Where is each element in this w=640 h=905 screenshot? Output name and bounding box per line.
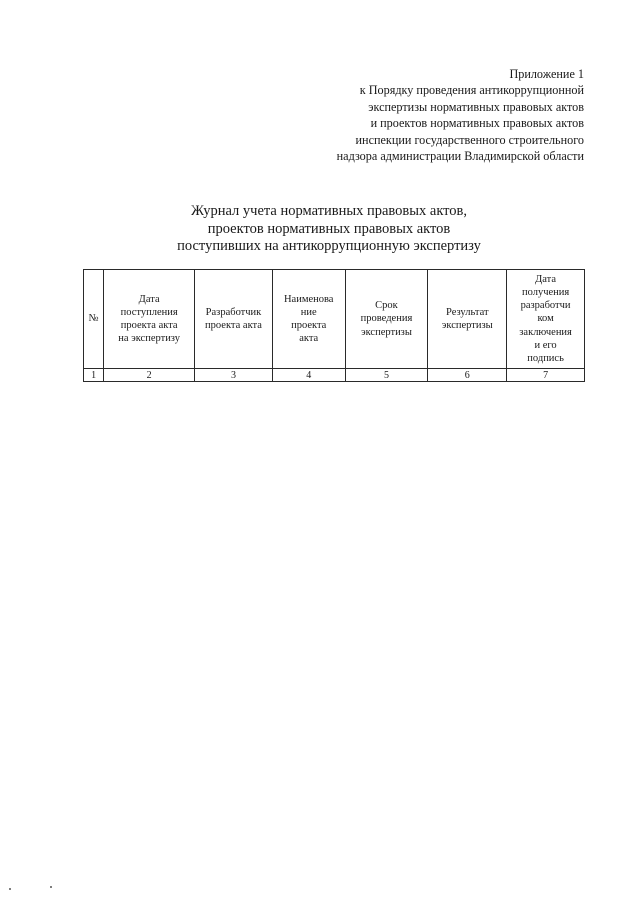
column-number-cell: 4: [272, 369, 345, 382]
column-header-line: Дата: [138, 293, 160, 305]
annex-line: Приложение 1: [509, 67, 584, 81]
annex-line: надзора администрации Владимирской области: [336, 149, 584, 164]
column-header-line: экспертизы: [441, 320, 493, 331]
column-header-line: Разработчик: [205, 306, 262, 318]
column-header-line: разработчи: [520, 300, 571, 312]
column-number-cell: 2: [104, 369, 195, 382]
column-number-cell: 7: [507, 369, 585, 382]
annex-line: инспекции государственного строительного: [355, 132, 584, 147]
column-header-line: проведения: [360, 313, 413, 325]
journal-title: [0, 203, 640, 256]
annex-line: к Порядку проведения антикоррупционной: [359, 83, 584, 98]
column-header-4: [272, 270, 345, 369]
column-header-line: заключения: [519, 326, 572, 338]
column-header-line: Дата: [535, 273, 557, 285]
column-header-3: [195, 270, 273, 369]
annex-line: экспертизы нормативных правовых актов: [368, 99, 584, 114]
column-header-line: проекта: [291, 320, 327, 331]
column-header-line: №: [88, 313, 99, 325]
column-header-line: ние: [300, 306, 317, 318]
column-header-line: акта: [299, 333, 319, 345]
scan-speck: [9, 888, 11, 890]
column-header-1: [84, 270, 104, 369]
column-header-line: и его: [534, 339, 557, 351]
journal-table: [83, 269, 585, 382]
column-header-line: на экспертизу: [118, 333, 180, 345]
column-header-line: поступления: [120, 306, 178, 318]
column-header-7: [507, 270, 585, 369]
column-header-line: получения: [521, 286, 570, 298]
title-line: проектов нормативных правовых актов: [207, 220, 451, 237]
column-number-cell: 3: [195, 369, 273, 382]
column-number-row: [84, 369, 585, 382]
scan-speck: [50, 886, 52, 888]
column-header-5: [345, 270, 428, 369]
column-header-2: [104, 270, 195, 369]
column-number-cell: 6: [428, 369, 507, 382]
column-header-line: экспертизы: [361, 326, 412, 338]
column-header-6: [428, 270, 507, 369]
column-header-line: Наименова: [283, 293, 334, 305]
column-header-line: проекта акта: [205, 320, 262, 331]
column-header-line: Результат: [446, 306, 489, 318]
title-line: Журнал учета нормативных правовых актов,: [190, 203, 468, 219]
annex-line: и проектов нормативных правовых актов: [370, 116, 584, 131]
title-line: поступивших на антикоррупционную экспертизу: [177, 238, 481, 254]
annex-block: [284, 66, 584, 164]
table-header-row: [84, 270, 585, 369]
column-number-cell: 5: [345, 369, 428, 382]
column-number-cell: 1: [84, 369, 104, 382]
column-header-line: Срок: [375, 300, 398, 312]
column-header-line: подпись: [527, 353, 564, 364]
column-header-line: ком: [537, 313, 554, 325]
column-header-line: проекта акта: [120, 320, 178, 331]
